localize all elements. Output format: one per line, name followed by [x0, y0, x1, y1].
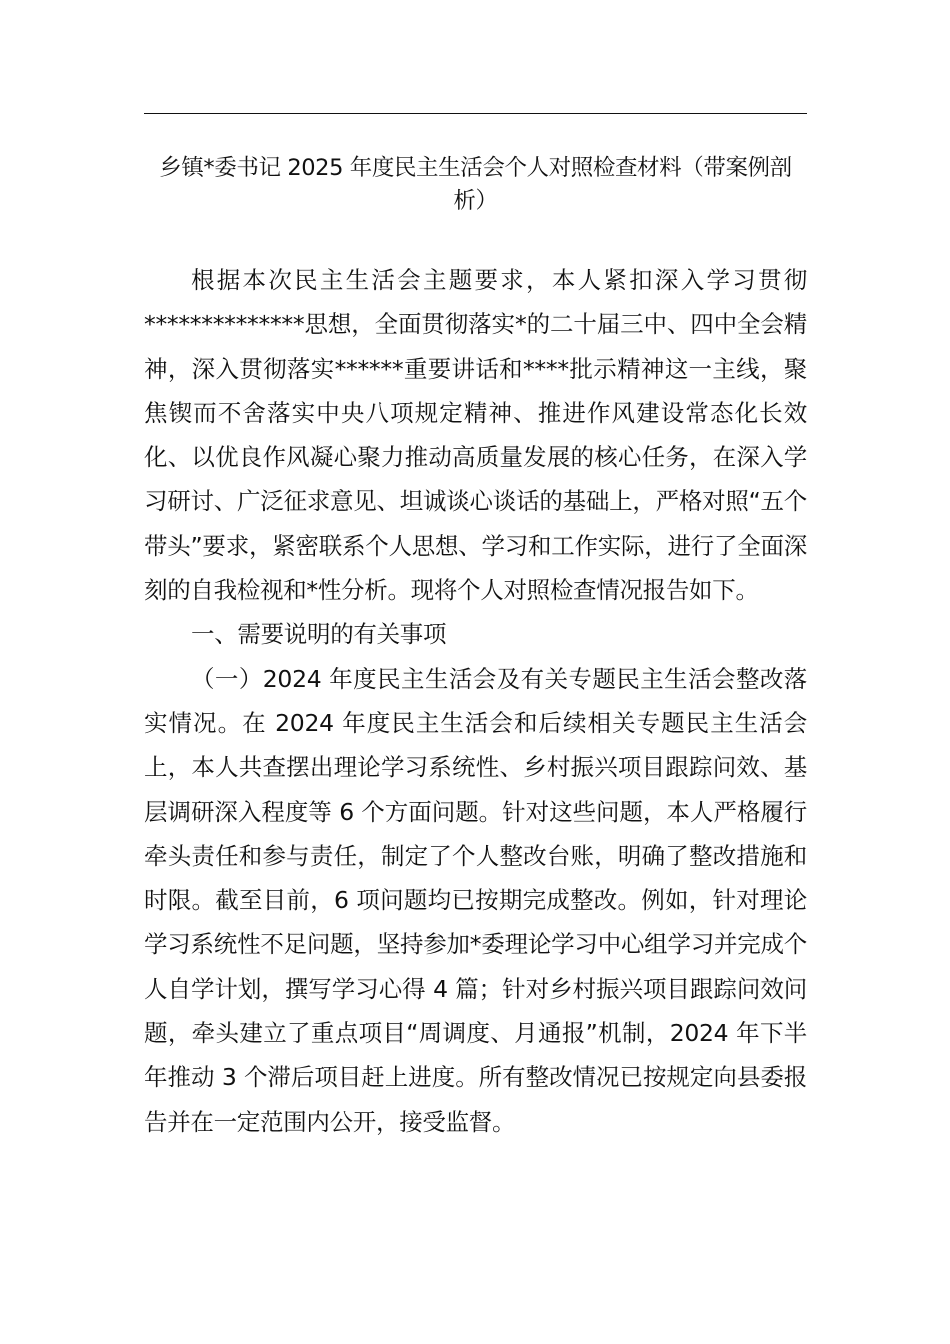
header-rule: [144, 113, 807, 114]
document-body: [144, 258, 807, 1144]
section-heading: 一、需要说明的有关事项: [191, 620, 447, 649]
subsection-paragraph: （一）2024 年度民主生活会及有关专题民主生活会整改落实情况。在 2024 年度民主生活会和后续相关专题民主生活会上，本人共查摆出理论学习系统性、乡村振兴项目跟踪问效、基层调研深入程度等 6 个方面问题。针对这些问题，本人严格履行牵头责任和参与责任，制定了个人整改台账，明确了整改措施和时限。截至目前，6 项问题均已按期完成整改。例如，针对理论学习系统性不足问题，坚持参加*委理论学习中心组学习并完成个人自学计划，撰写学习心得 4 篇；针对乡村振兴项目跟踪问效问题，牵头建立了重点项目“周调度、月通报”机制，2024 年下半年推动 3 个滞后项目赶上进度。所有整改情况已按规定向县委报告并在一定范围内公开，接受监督。: [144, 664, 807, 1136]
intro-paragraph: 根据本次民主生活会主题要求，本人紧扣深入学习贯彻**************思想，全面贯彻落实*的二十届三中、四中全会精神，深入贯彻落实******重要讲话和****批示精神这一主线，聚焦锲而不舍落实中央八项规定精神、推进作风建设常态化长效化、以优良作风凝心聚力推动高质量发展的核心任务，在深入学习研讨、广泛征求意见、坦诚谈心谈话的基础上，严格对照“五个带头”要求，紧密联系个人思想、学习和工作实际，进行了全面深刻的自我检视和*性分析。现将个人对照检查情况报告如下。: [144, 266, 807, 605]
document-title: 乡镇*委书记 2025 年度民主生活会个人对照检查材料（带案例剖析）: [159, 155, 792, 214]
